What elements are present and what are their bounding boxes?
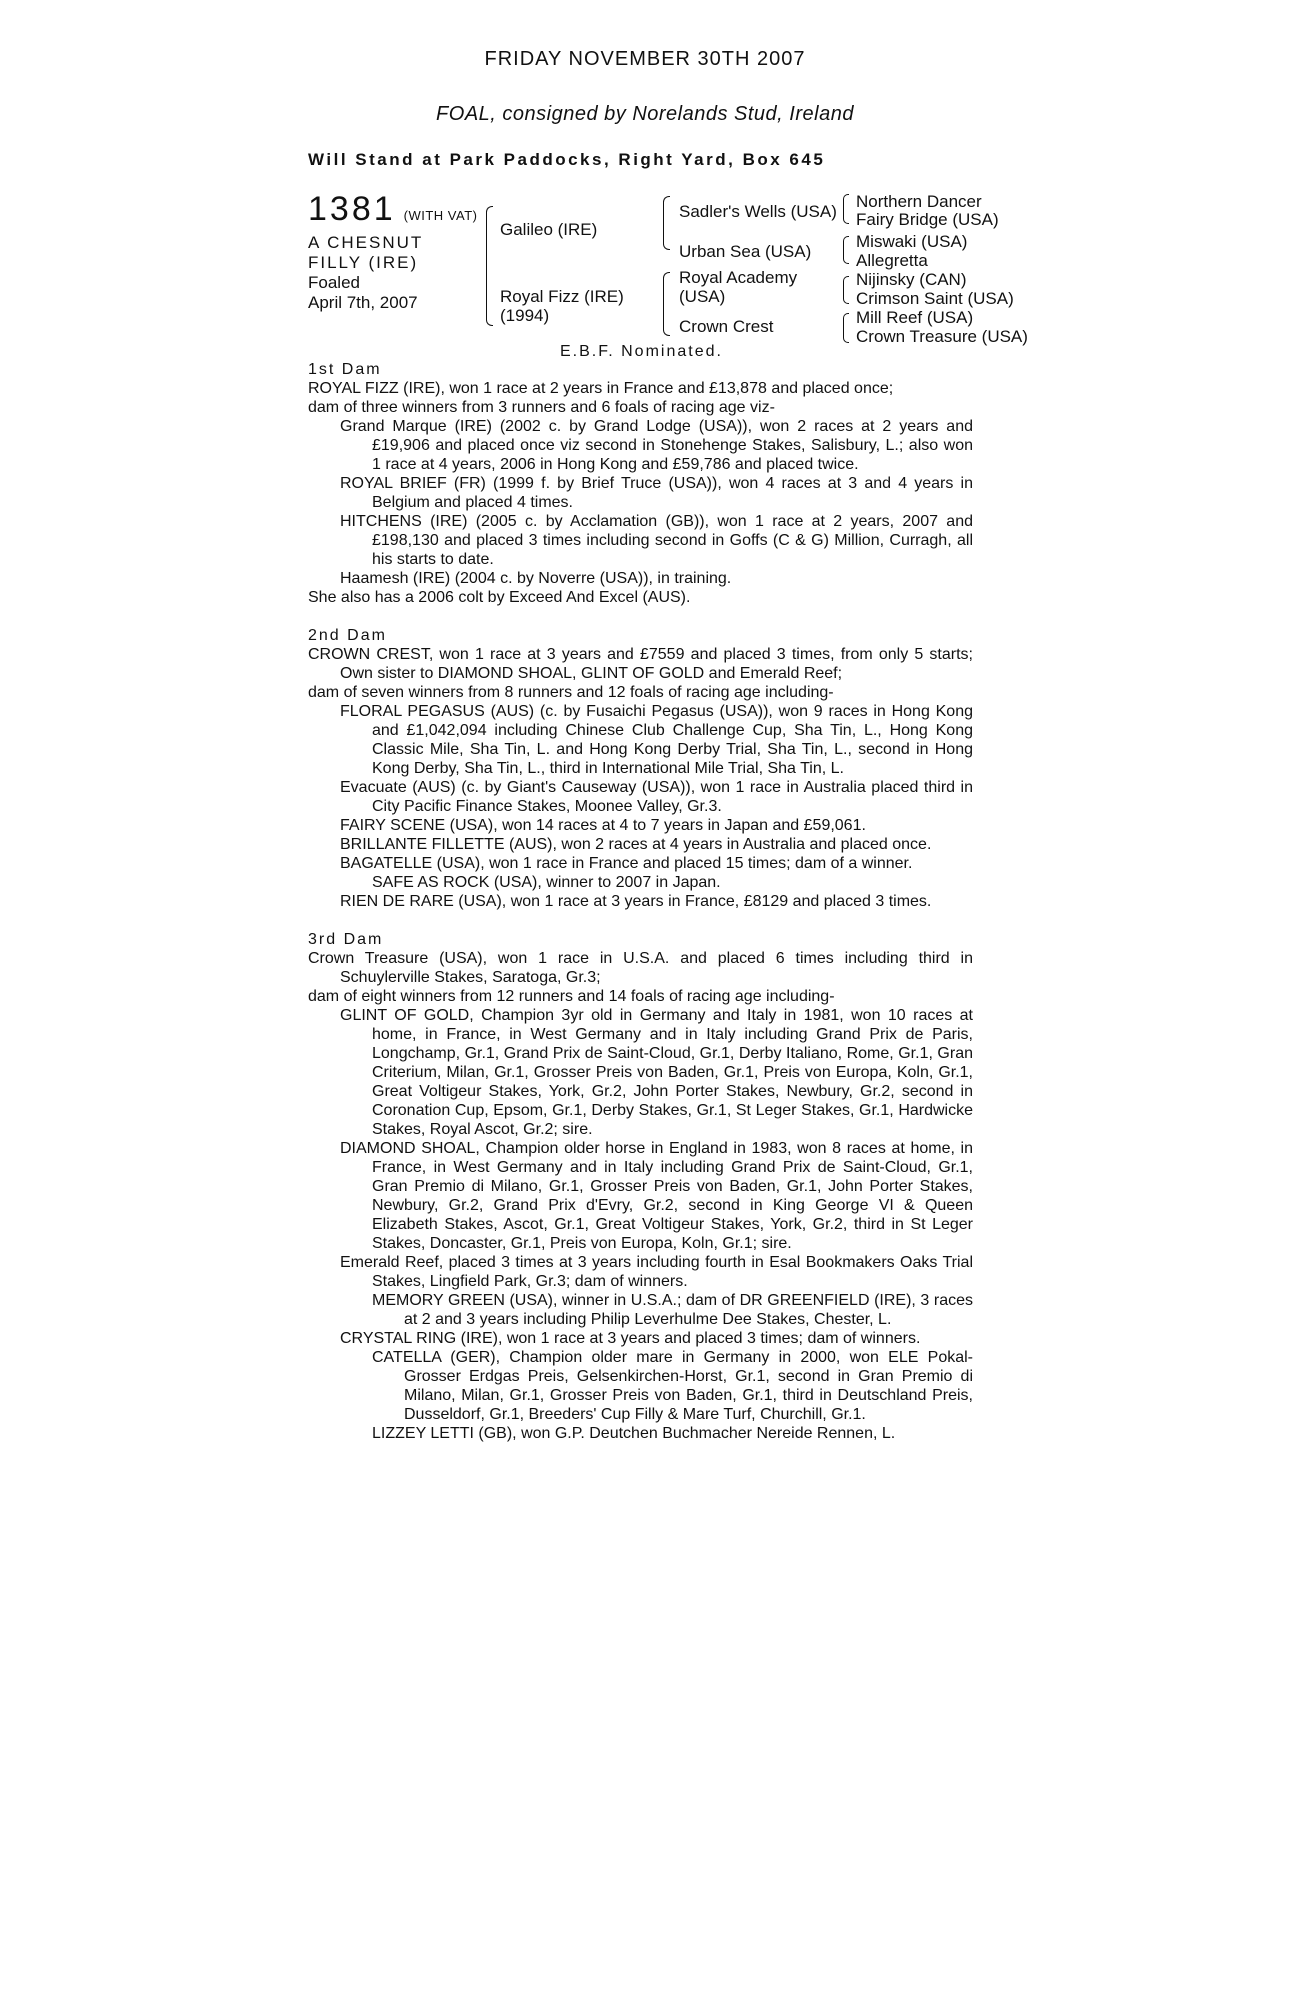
dam-records — [308, 360, 973, 1443]
pedigree-sds: Miswaki (USA) — [856, 232, 968, 251]
pedigree-ssd: Fairy Bridge (USA) — [856, 210, 999, 229]
ebf-note: E.B.F. Nominated. — [560, 343, 723, 360]
foaled-date: April 7th, 2007 — [308, 293, 418, 312]
third-dam-grandprogeny-3: LIZZEY LETTI (GB), won G.P. Deutchen Buchmacher Nereide Rennen, L. — [372, 1425, 896, 1442]
third-dam-heading: 3rd Dam — [308, 931, 384, 948]
first-dam-heading: 1st Dam — [308, 361, 382, 378]
pedigree-brace-sd — [843, 236, 849, 264]
second-dam-progeny-1: FLORAL PEGASUS (AUS) (c. by Fusaichi Pegasus (USA)), won 9 races in Hong Kong and £1,042,094 including Chinese Club Challenge Cup, Sha Tin, L., Hong Kong Classic Mile, Sha Tin, L. and Hong Kong Derby Trial, Sha Tin, L., second in Hong Kong Derby, Sha Tin, L., third in International Mile Trial, Sha Tin, L. — [340, 703, 973, 777]
lot-info — [308, 190, 477, 312]
third-dam-grandprogeny-1: MEMORY GREEN (USA), winner in U.S.A.; dam of DR GREENFIELD (IRE), 3 races at 2 and 3 years including Philip Leverhulme Dee Stakes, Chester, L. — [372, 1292, 973, 1328]
lot-number: 1381 — [308, 190, 396, 228]
consignment-line: FOAL, consigned by Norelands Stud, Ireland — [436, 103, 854, 125]
pedigree-brace-sire — [663, 196, 670, 250]
third-dam-produce: dam of eight winners from 12 runners and 14 foals of racing age including- — [308, 988, 835, 1005]
first-dam-progeny-4: Haamesh (IRE) (2004 c. by Noverre (USA)), in training. — [340, 570, 732, 587]
third-dam-intro: Crown Treasure (USA), won 1 race in U.S.A. and placed 6 times including third in Schuylerville Stakes, Saratoga, Gr.3; — [308, 950, 973, 986]
first-dam-intro: ROYAL FIZZ (IRE), won 1 race at 2 years in France and £13,878 and placed once; — [308, 380, 894, 397]
pedigree-sire-sire: Sadler's Wells (USA) — [679, 202, 837, 221]
pedigree-sire-dam: Urban Sea (USA) — [679, 242, 812, 261]
pedigree-sire: Galileo (IRE) — [500, 220, 598, 239]
third-dam-progeny-3: Emerald Reef, placed 3 times at 3 years including fourth in Esal Bookmakers Oaks Trial Stakes, Lingfield Park, Gr.3; dam of winners. — [340, 1254, 973, 1290]
pedigree-dam-dam: Crown Crest — [679, 317, 774, 336]
pedigree-brace-dam — [663, 272, 670, 336]
third-dam-progeny-2: DIAMOND SHOAL, Champion older horse in England in 1983, won 8 races at home, in France, in West Germany and in Italy including Grand Prix de Saint-Cloud, Gr.1, Gran Premio di Milano, Gr.1, Grosser Preis von Baden, Gr.1, John Porter Stakes, Newbury, Gr.2, Grand Prix d'Evry, Gr.2, second in King George VI & Queen Elizabeth Stakes, Ascot, Gr.1, Great Voltigeur Stakes, York, Gr.2, third in St Leger Stakes, Doncaster, Gr.1, Preis von Europa, Koln, Gr.1; sire. — [340, 1140, 973, 1252]
third-dam-progeny-1: GLINT OF GOLD, Champion 3yr old in Germany and Italy in 1981, won 10 races at home, in France, in West Germany and in Italy including Grand Prix de Paris, Longchamp, Gr.1, Grand Prix de Saint-Cloud, Gr.1, Derby Italiano, Rome, Gr.1, Gran Criterium, Milan, Gr.1, Grosser Preis von Baden, Gr.1, Preis von Europa, Koln, Gr.1, Great Voltigeur Stakes, York, Gr.2, John Porter Stakes, Newbury, Gr.2, second in Coronation Cup, Epsom, Gr.1, Derby Stakes, Gr.1, St Leger Stakes, Gr.1, Hardwicke Stakes, Royal Ascot, Gr.2; sire. — [340, 1007, 973, 1138]
second-dam-progeny-6: RIEN DE RARE (USA), won 1 race at 3 years in France, £8129 and placed 3 times. — [340, 893, 932, 910]
pedigree-dam-sire: Royal Academy (USA) — [679, 268, 798, 306]
pedigree-dds: Mill Reef (USA) — [856, 308, 974, 327]
second-dam-heading: 2nd Dam — [308, 627, 387, 644]
first-dam-progeny-2: ROYAL BRIEF (FR) (1999 f. by Brief Truce (USA)), won 4 races at 3 and 4 years in Belgium and placed 4 times. — [340, 475, 973, 511]
second-dam-progeny-4: BRILLANTE FILLETTE (AUS), won 2 races at 4 years in Australia and placed once. — [340, 836, 932, 853]
first-dam-produce: dam of three winners from 3 runners and 6 foals of racing age viz- — [308, 399, 775, 416]
stand-location: Will Stand at Park Paddocks, Right Yard, Box 645 — [308, 150, 826, 169]
pedigree-sss: Northern Dancer — [856, 192, 982, 211]
first-dam-progeny-1: Grand Marque (IRE) (2002 c. by Grand Lodge (USA)), won 2 races at 2 years and £19,906 and placed once viz second in Stonehenge Stakes, Salisbury, L.; also won 1 race at 4 years, 2006 in Hong Kong and £59,786 and placed twice. — [340, 418, 973, 473]
second-dam-progeny-3: FAIRY SCENE (USA), won 14 races at 4 to 7 years in Japan and £59,061. — [340, 817, 866, 834]
pedigree-brace-ds — [843, 276, 849, 304]
second-dam-progeny-5: BAGATELLE (USA), won 1 race in France and placed 15 times; dam of a winner. — [340, 855, 913, 872]
pedigree-dsd: Crimson Saint (USA) — [856, 289, 1014, 308]
second-dam-produce: dam of seven winners from 8 runners and 12 foals of racing age including- — [308, 684, 834, 701]
first-dam-progeny-3: HITCHENS (IRE) (2005 c. by Acclamation (GB)), won 1 race at 2 years, 2007 and £198,130 and placed 3 times including second in Goffs (C & G) Million, Curragh, all his starts to date. — [340, 513, 973, 568]
pedigree-ddd: Crown Treasure (USA) — [856, 327, 1028, 346]
third-dam-progeny-4: CRYSTAL RING (IRE), won 1 race at 3 years and placed 3 times; dam of winners. — [340, 1330, 921, 1347]
third-dam-grandprogeny-2: CATELLA (GER), Champion older mare in Germany in 2000, won ELE Pokal-Grosser Erdgas Preis, Gelsenkirchen-Horst, Gr.1, second in Gran Premio di Milano, Milan, Gr.1, Grosser Preis von Baden, Gr.1, third in Deutschland Preis, Dusseldorf, Gr.1, Breeders' Cup Filly & Mare Turf, Churchill, Gr.1. — [372, 1349, 973, 1423]
lot-name: A CHESNUT FILLY (IRE) — [308, 233, 423, 272]
second-dam-intro: CROWN CREST, won 1 race at 3 years and £7559 and placed 3 times, from only 5 starts; Own sister to DIAMOND SHOAL, GLINT OF GOLD and Emerald Reef; — [308, 646, 973, 682]
second-dam-progeny-2: Evacuate (AUS) (c. by Giant's Causeway (USA)), won 1 race in Australia placed third in City Pacific Finance Stakes, Moonee Valley, Gr.3. — [340, 779, 973, 815]
pedigree-dam: Royal Fizz (IRE) (1994) — [500, 287, 624, 325]
pedigree-brace-ss — [843, 194, 849, 224]
foaled-label: Foaled — [308, 273, 360, 292]
pedigree-brace-main — [486, 206, 493, 326]
pedigree-dss: Nijinsky (CAN) — [856, 270, 967, 289]
first-dam-note: She also has a 2006 colt by Exceed And Excel (AUS). — [308, 589, 691, 606]
second-dam-grandprogeny-1: SAFE AS ROCK (USA), winner to 2007 in Japan. — [372, 874, 721, 891]
pedigree-brace-dd — [843, 313, 849, 343]
sale-date: FRIDAY NOVEMBER 30TH 2007 — [484, 48, 806, 70]
vat-note: (WITH VAT) — [403, 208, 478, 224]
pedigree-sdd: Allegretta — [856, 251, 928, 270]
